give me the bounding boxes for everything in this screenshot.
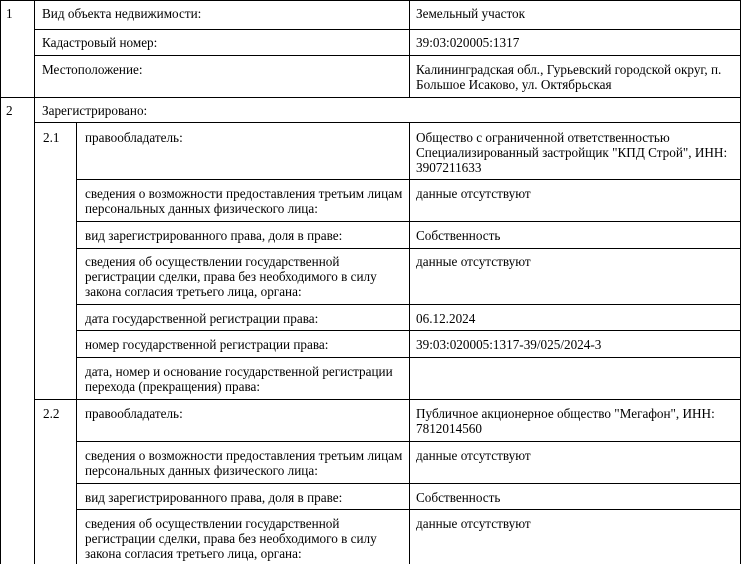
subsection-number: 2.1: [43, 130, 60, 145]
row-value: данные отсутствуют: [416, 186, 531, 201]
row-label: сведения об осуществлении государственной: [85, 516, 340, 531]
row-divider: [76, 483, 741, 484]
row-label: закона согласия третьего лица, органа:: [85, 284, 302, 299]
row-label: номер государственной регистрации права:: [85, 337, 329, 352]
row-divider: [34, 122, 741, 123]
row-label: регистрации сделки, права без необходимого в силу: [85, 269, 377, 284]
row-label: дата государственной регистрации права:: [85, 311, 319, 326]
row-label: Вид объекта недвижимости:: [42, 6, 202, 21]
row-value: 7812014560: [416, 421, 482, 436]
row-divider: [76, 304, 741, 305]
row-label: Кадастровый номер:: [42, 35, 158, 50]
row-divider: [76, 441, 741, 442]
row-divider: [76, 221, 741, 222]
row-divider: [76, 330, 741, 331]
subsection-number: 2.2: [43, 406, 60, 421]
row-divider: [34, 29, 741, 30]
row-value: данные отсутствуют: [416, 516, 531, 531]
row-label: перехода (прекращения) права:: [85, 379, 261, 394]
row-label: персональных данных физического лица:: [85, 463, 318, 478]
row-label: регистрации сделки, права без необходимого в силу: [85, 531, 377, 546]
row-label: вид зарегистрированного права, доля в праве:: [85, 490, 343, 505]
row-label: правообладатель:: [85, 130, 183, 145]
table-border-left: [0, 0, 1, 564]
row-divider: [34, 399, 741, 400]
row-value: Собственность: [416, 228, 501, 243]
row-divider: [76, 509, 741, 510]
row-value: Общество с ограниченной ответственностью: [416, 130, 670, 145]
row-divider: [76, 357, 741, 358]
row-value: 06.12.2024: [416, 311, 476, 326]
row-label: сведения о возможности предоставления третьим лицам: [85, 448, 403, 463]
row-value: Специализированный застройщик "КПД Строй", ИНН:: [416, 145, 728, 160]
row-value: 39:03:020005:1317: [416, 35, 520, 50]
column-divider-value: [409, 0, 410, 98]
row-label: сведения о возможности предоставления третьим лицам: [85, 186, 403, 201]
row-label: Местоположение:: [42, 62, 143, 77]
section-number: 1: [6, 6, 13, 21]
row-value: Собственность: [416, 490, 501, 505]
row-value: 39:03:020005:1317-39/025/2024-3: [416, 337, 602, 352]
row-label: сведения об осуществлении государственной: [85, 254, 340, 269]
column-divider-value: [409, 122, 410, 564]
row-value: Большое Исаково, ул. Октябрьская: [416, 77, 612, 92]
row-label: дата, номер и основание государственной регистрации: [85, 364, 393, 379]
row-value: данные отсутствуют: [416, 448, 531, 463]
row-label: правообладатель:: [85, 406, 183, 421]
row-value: 3907211633: [416, 160, 482, 175]
row-divider: [76, 179, 741, 180]
column-divider-subnumber: [76, 122, 77, 564]
row-divider: [34, 55, 741, 56]
section-number: 2: [6, 103, 13, 118]
row-divider: [0, 97, 741, 98]
column-divider-number: [34, 0, 35, 564]
row-label: персональных данных физического лица:: [85, 201, 318, 216]
row-divider: [76, 248, 741, 249]
row-divider: [0, 0, 741, 1]
row-value: Калининградская обл., Гурьевский городской округ, п.: [416, 62, 722, 77]
row-value: данные отсутствуют: [416, 254, 531, 269]
row-value: Земельный участок: [416, 6, 526, 21]
row-label: закона согласия третьего лица, органа:: [85, 546, 302, 561]
row-value: Публичное акционерное общество "Мегафон", ИНН:: [416, 406, 715, 421]
row-label: вид зарегистрированного права, доля в праве:: [85, 228, 343, 243]
section-label: Зарегистрировано:: [42, 103, 148, 118]
